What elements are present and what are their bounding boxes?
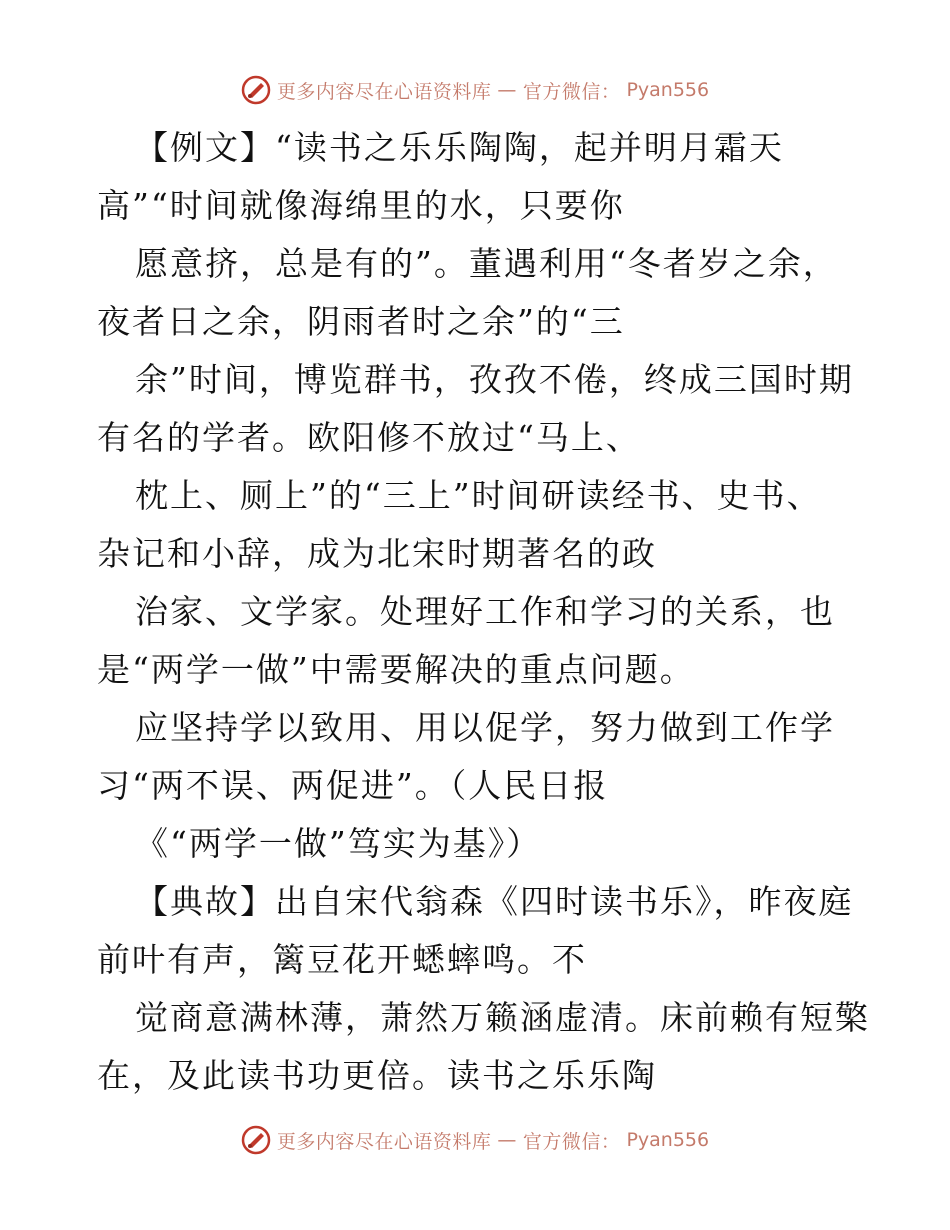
text-line: 夜者日之余，阴雨者时之余”的“三	[97, 302, 625, 341]
text-line: 觉商意满林薄，萧然万籁涵虚清。床前赖有短檠	[135, 998, 870, 1037]
watermark-id: Pyan556	[626, 1129, 710, 1151]
watermark-footer	[0, 1120, 950, 1160]
text-line: 高”“时间就像海绵里的水，只要你	[97, 186, 625, 225]
text-line: 习“两不误、两促进”。（人民日报	[97, 766, 609, 805]
text-line: 《“两学一做”笃实为基》）	[135, 824, 542, 863]
watermark-text: 更多内容尽在心语资料库	[276, 1130, 492, 1153]
watermark-text: 更多内容尽在心语资料库	[276, 80, 492, 103]
text-line: 枕上、厕上”的“三上”时间研读经书、史书、	[135, 476, 822, 515]
text-line: 有名的学者。欧阳修不放过“马上、	[97, 418, 641, 457]
watermark-dash: —	[497, 79, 517, 101]
text-line: 前叶有声，篱豆花开蟋蟀鸣。不	[97, 940, 587, 979]
text-line: 愿意挤，总是有的”。董遇利用“冬者岁之余，	[135, 244, 838, 283]
text-line: 应坚持学以致用、用以促学，努力做到工作学	[135, 708, 835, 747]
watermark-dash: —	[497, 1129, 517, 1151]
logo-icon	[241, 1125, 271, 1155]
text-line: 治家、文学家。处理好工作和学习的关系，也	[135, 592, 835, 631]
text-line: 在，及此读书功更倍。读书之乐乐陶	[97, 1056, 657, 1095]
watermark-suffix: 官方微信：	[522, 80, 621, 103]
text-line: 【例文】“读书之乐乐陶陶，起并明月霜天	[135, 128, 784, 167]
text-line: 是“两学一做”中需要解决的重点问题。	[97, 650, 695, 689]
watermark-id: Pyan556	[626, 79, 710, 101]
text-line: 余”时间，博览群书，孜孜不倦，终成三国时期	[135, 360, 854, 399]
text-line: 【典故】出自宋代翁森《四时读书乐》，昨夜庭	[135, 882, 854, 921]
watermark-suffix: 官方微信：	[522, 1130, 621, 1153]
text-line: 杂记和小辞，成为北宋时期著名的政	[97, 534, 657, 573]
